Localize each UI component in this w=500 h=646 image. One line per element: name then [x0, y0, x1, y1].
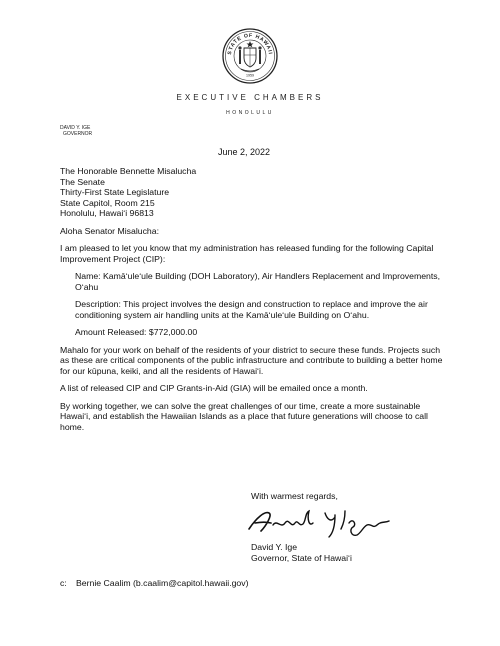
- cc-label: c:: [60, 578, 67, 588]
- mahalo-paragraph: Mahalo for your work on behalf of the residents of your district to secure these funds. Projects such as these are critical components of the public infrastructure and contribute to building a better home for our kūpuna, keiki, and all the residents of Hawaiʻi.: [60, 344, 443, 376]
- signatory-block: [251, 542, 352, 563]
- project-amount: Amount Released: $772,000.00: [75, 327, 198, 337]
- letter-body: [60, 166, 445, 439]
- recipient-line: The Honorable Bennette Misalucha: [60, 166, 197, 176]
- closing-paragraph: By working together, we can solve the great challenges of our time, create a more sustainable Hawaiʻi, and establish the Hawaiian Islands as a place that future generations will choose to call home.: [60, 400, 428, 432]
- governor-block: [60, 125, 92, 137]
- letterhead-title: EXECUTIVE CHAMBERS: [176, 93, 324, 102]
- project-name: Name: Kamāʻuleʻule Building (DOH Laboratory), Air Handlers Replacement and Improvements, Oʻahu: [75, 271, 441, 292]
- signature-icon: [243, 503, 393, 541]
- salutation: Aloha Senator Misalucha:: [60, 225, 159, 236]
- signatory-name: David Y. Ige: [251, 542, 298, 552]
- project-description: Description: This project involves the design and construction to replace and improve the air conditioning system air handling units at the Kamāʻuleʻule Building on Oʻahu.: [75, 299, 428, 320]
- intro-paragraph: I am pleased to let you know that my administration has released funding for the following Capital Improvement Project (CIP):: [60, 243, 434, 264]
- governor-title: GOVERNOR: [63, 131, 93, 137]
- governor-name: DAVID Y. IGE: [60, 125, 91, 131]
- signatory-title: Governor, State of Hawaiʻi: [251, 552, 352, 563]
- recipient-line: State Capitol, Room 215: [60, 197, 155, 208]
- recipient-line: Thirty-First State Legislature: [60, 187, 170, 197]
- cc-recipient: Bernie Caalim (b.caalim@capitol.hawaii.gov): [76, 578, 249, 588]
- seal-year: 1959: [246, 73, 254, 78]
- list-paragraph: A list of released CIP and CIP Grants-in-Aid (GIA) will be emailed once a month.: [60, 383, 368, 393]
- letter-date: June 2, 2022: [218, 147, 271, 157]
- carbon-copy-line: [60, 578, 249, 589]
- state-seal-icon: [222, 28, 278, 84]
- recipient-address: [60, 166, 445, 219]
- svg-text:STATE OF HAWAII: STATE OF HAWAII: [226, 32, 273, 56]
- closing-salutation: With warmest regards,: [251, 491, 338, 501]
- recipient-line: Honolulu, Hawaiʻi 96813: [60, 208, 154, 218]
- recipient-line: The Senate: [60, 176, 105, 187]
- letterhead-city: HONOLULU: [226, 110, 274, 116]
